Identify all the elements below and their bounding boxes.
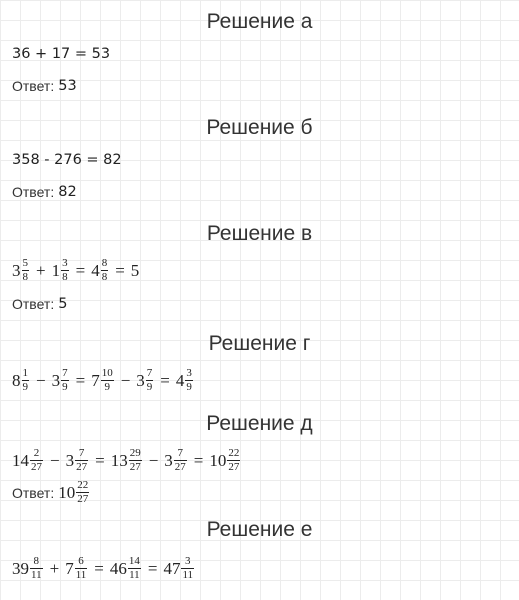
numerator: 8 — [33, 555, 40, 567]
fraction — [30, 556, 43, 581]
denominator: 9 — [104, 381, 110, 393]
answer-line — [12, 296, 67, 312]
mixed-number — [12, 368, 30, 393]
answer-label: Ответ: — [12, 78, 55, 94]
denominator: 9 — [22, 381, 28, 393]
mixed-number — [52, 258, 70, 283]
mixed-number — [209, 448, 241, 473]
whole-part: 3 — [51, 370, 61, 390]
mixed-number — [65, 556, 88, 581]
numerator: 29 — [129, 447, 141, 459]
denominator: 9 — [146, 381, 153, 393]
math-expression — [12, 448, 241, 473]
numerator: 8 — [101, 257, 108, 269]
denominator: 11 — [75, 569, 87, 581]
answer-value: 5 — [58, 296, 68, 312]
numerator: 7 — [146, 367, 153, 379]
fraction — [227, 448, 240, 473]
math-expression — [58, 480, 90, 505]
denominator: 11 — [31, 569, 42, 581]
operator: − — [120, 370, 131, 390]
mixed-number — [111, 448, 143, 473]
operator: = — [95, 450, 105, 470]
whole-part: 4 — [175, 370, 185, 390]
fraction — [128, 556, 141, 581]
numerator: 7 — [177, 447, 184, 459]
answer-label: Ответ: — [12, 296, 55, 312]
whole-part: 7 — [91, 370, 100, 390]
denominator: 27 — [174, 461, 186, 473]
numerator: 22 — [228, 447, 240, 459]
operator: = — [75, 370, 86, 390]
mixed-number — [58, 480, 90, 505]
mixed-number — [136, 368, 154, 393]
denominator: 8 — [22, 271, 28, 283]
calculation-line — [12, 368, 194, 393]
fraction — [75, 448, 88, 473]
numerator: 2 — [33, 447, 40, 459]
mixed-number — [91, 368, 115, 393]
operator: = — [94, 558, 104, 578]
denominator: 9 — [186, 381, 192, 393]
number: 5 — [130, 260, 140, 280]
operator: = — [115, 260, 125, 280]
whole-part: 4 — [91, 260, 100, 280]
mixed-number — [66, 448, 90, 473]
whole-part: 10 — [209, 450, 227, 470]
calculation-line — [12, 46, 110, 62]
numerator: 3 — [186, 367, 192, 379]
numerator: 7 — [78, 447, 85, 459]
calculation-line — [12, 152, 122, 168]
numerator: 5 — [22, 257, 28, 269]
operator: = — [147, 558, 158, 578]
calculation-text: 36 + 17 = 53 — [12, 46, 111, 62]
numerator: 3 — [62, 257, 68, 269]
calculation-line — [12, 448, 241, 473]
answer-label: Ответ: — [12, 484, 55, 501]
fraction — [146, 368, 154, 393]
solution-heading: Решение б — [206, 116, 313, 139]
numerator: 3 — [185, 555, 191, 567]
mixed-number — [52, 368, 70, 393]
numerator: 1 — [22, 367, 28, 379]
denominator: 11 — [182, 569, 194, 581]
numerator: 7 — [62, 367, 68, 379]
fraction — [174, 448, 187, 473]
fraction — [76, 480, 89, 505]
answer-line — [12, 480, 90, 505]
whole-part: 8 — [12, 370, 21, 390]
denominator: 8 — [62, 271, 68, 283]
solution-heading: Решение а — [206, 10, 313, 33]
solution-heading: Решение д — [206, 412, 313, 435]
fraction — [185, 368, 193, 393]
fraction — [22, 368, 30, 393]
whole-part: 7 — [65, 558, 74, 578]
mixed-number — [176, 368, 194, 393]
whole-part: 13 — [110, 450, 128, 470]
mixed-number — [163, 556, 195, 581]
mixed-number — [12, 556, 44, 581]
operator: = — [193, 450, 204, 470]
denominator: 27 — [129, 461, 141, 473]
whole-part: 14 — [12, 450, 29, 470]
answer-line — [12, 184, 77, 200]
fraction — [61, 368, 69, 393]
calculation-line — [12, 556, 195, 581]
fraction — [22, 258, 30, 283]
math-expression — [12, 258, 139, 283]
denominator: 27 — [76, 461, 88, 473]
fraction — [30, 448, 43, 473]
denominator: 9 — [62, 381, 68, 393]
fraction — [101, 258, 109, 283]
whole-part: 3 — [12, 260, 21, 280]
mixed-number — [12, 448, 44, 473]
denominator: 8 — [101, 271, 108, 283]
operator: + — [36, 260, 46, 280]
whole-part: 46 — [109, 558, 127, 578]
whole-part: 47 — [163, 558, 181, 578]
whole-part: 3 — [136, 370, 145, 390]
answer-label: Ответ: — [12, 184, 55, 200]
solution-heading: Решение в — [206, 222, 313, 245]
solution-heading: Решение г — [208, 332, 311, 355]
operator: − — [50, 450, 60, 470]
whole-part: 3 — [65, 450, 75, 470]
whole-part: 39 — [12, 558, 29, 578]
answer-value: 82 — [58, 184, 77, 200]
operator: − — [36, 370, 46, 390]
calculation-line — [12, 258, 139, 283]
math-expression — [12, 368, 194, 393]
whole-part: 1 — [51, 260, 61, 280]
fraction — [129, 448, 142, 473]
solution-heading: Решение е — [206, 518, 313, 541]
numerator: 14 — [128, 555, 140, 567]
whole-part: 3 — [164, 450, 173, 470]
operator: + — [49, 558, 60, 578]
denominator: 27 — [228, 461, 240, 473]
mixed-number — [91, 258, 109, 283]
math-expression — [12, 556, 195, 581]
fraction — [181, 556, 194, 581]
answer-line — [12, 78, 77, 94]
mixed-number — [110, 556, 142, 581]
operator: − — [148, 450, 159, 470]
numerator: 10 — [101, 367, 113, 379]
numerator: 6 — [78, 555, 84, 567]
answer-value: 53 — [58, 78, 77, 94]
denominator: 27 — [31, 461, 42, 473]
operator: = — [75, 260, 86, 280]
fraction — [61, 258, 69, 283]
fraction — [101, 368, 114, 393]
calculation-text: 358 - 276 = 82 — [12, 152, 122, 168]
mixed-number — [12, 258, 30, 283]
operator: = — [160, 370, 170, 390]
mixed-number — [164, 448, 188, 473]
numerator: 22 — [77, 479, 89, 491]
fraction — [75, 556, 88, 581]
denominator: 27 — [77, 493, 89, 505]
denominator: 11 — [129, 569, 140, 581]
whole-part: 10 — [58, 482, 76, 502]
